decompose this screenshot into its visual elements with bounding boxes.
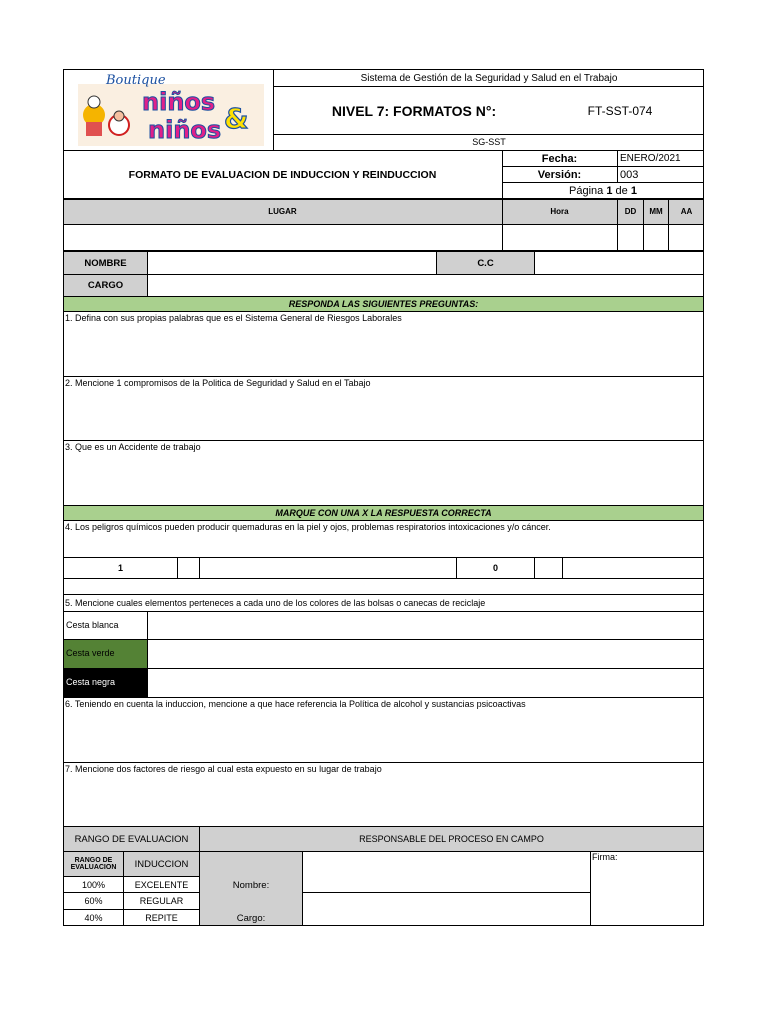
aa-header: AA <box>680 206 693 216</box>
page-indicator <box>503 183 703 198</box>
induccion-header: INDUCCION <box>134 858 189 870</box>
bin-black-label: Cesta negra <box>64 669 147 697</box>
mm-header: MM <box>649 206 663 216</box>
firma-label: Firma: <box>592 852 618 862</box>
responsable-nombre-field[interactable] <box>303 852 590 892</box>
page-total: 1 <box>630 184 637 197</box>
section-responda: RESPONDA LAS SIGUIENTES PREGUNTAS: <box>63 296 704 312</box>
eval-row-2-label: REPITE <box>145 912 178 923</box>
bin-white-field[interactable] <box>148 612 704 639</box>
hora-header: Hora <box>550 206 569 216</box>
cc-field[interactable] <box>535 252 704 274</box>
rango-title: RANGO DE EVALUACION <box>74 833 189 845</box>
eval-row-1-pct: 60% <box>84 896 103 906</box>
page-number: 1 <box>606 184 613 197</box>
logo-text-ninos-1: niños <box>142 88 216 116</box>
system-title: Sistema de Gestión de la Seguridad y Salud en el Trabajo <box>360 72 618 84</box>
dd-field[interactable] <box>618 225 643 250</box>
option-1-label: 1 <box>117 563 123 573</box>
eval-row-0-label: EXCELENTE <box>134 879 189 890</box>
option-0-checkbox[interactable] <box>535 558 562 578</box>
question-1-text: 1. Defina con sus propias palabras que es el Sistema General de Riesgos Laborales <box>65 313 402 323</box>
aa-field[interactable] <box>669 225 704 250</box>
mm-field[interactable] <box>644 225 668 250</box>
level-title: NIVEL 7: FORMATOS N°: <box>331 102 497 119</box>
question-7-text: 7. Mencione dos factores de riesgo al cual esta expuesto en su lugar de trabajo <box>65 764 382 774</box>
question-3-text: 3. Que es un Accidente de trabajo <box>65 442 201 452</box>
version-label: Versión: <box>537 168 582 181</box>
question-2-text: 2. Mencione 1 compromisos de la Politica de Seguridad y Salud en el Tabajo <box>65 378 371 388</box>
rango-small-header: RANGO DE EVALUACION <box>70 857 117 871</box>
logo-text-ninos-2: niños <box>148 116 222 144</box>
page-de: de <box>615 184 628 197</box>
eval-row-2-pct: 40% <box>84 912 103 923</box>
responsable-cargo-field[interactable] <box>303 893 590 925</box>
option-1-checkbox[interactable] <box>178 558 199 578</box>
cargo-label: CARGO <box>87 280 124 291</box>
bin-green-field[interactable] <box>148 640 704 668</box>
answer-7-field[interactable] <box>64 777 703 826</box>
answer-1-field[interactable] <box>64 326 703 376</box>
eval-row-0-pct: 100% <box>81 879 106 890</box>
cc-label: C.C <box>477 257 494 269</box>
lugar-header: LUGAR <box>268 206 297 216</box>
bin-white-label: Cesta blanca <box>66 619 119 630</box>
fecha-value: ENERO/2021 <box>620 153 681 164</box>
responsable-cargo-label: Cargo: <box>236 912 266 924</box>
hora-field[interactable] <box>503 225 616 250</box>
spacer-row <box>63 578 704 595</box>
page-prefix: Página <box>569 184 604 197</box>
nombre-label: NOMBRE <box>84 257 127 269</box>
bin-green-label: Cesta verde <box>64 640 147 668</box>
cargo-field[interactable] <box>148 275 704 296</box>
lugar-field[interactable] <box>64 225 501 250</box>
form-code: FT-SST-074 <box>587 103 653 118</box>
option-0-label: 0 <box>492 563 498 573</box>
nombre-field[interactable] <box>148 252 436 274</box>
form-title: FORMATO DE EVALUACION DE INDUCCION Y REINDUCCION <box>128 168 437 181</box>
bin-black-field[interactable] <box>148 669 704 697</box>
answer-2-field[interactable] <box>64 391 703 440</box>
responsable-nombre-label: Nombre: <box>232 879 270 891</box>
question-4-text: 4. Los peligros químicos pueden producir quemaduras en la piel y ojos, problemas respiratorios intoxicaciones y/o cáncer. <box>65 522 551 532</box>
answer-3-field[interactable] <box>64 455 703 505</box>
sg-sst-label: SG-SST <box>472 136 506 147</box>
fecha-label: Fecha: <box>541 152 578 165</box>
question-6-text: 6. Teniendo en cuenta la induccion, mencione a que hace referencia la Política de alcohol y sustancias psicoactivas <box>65 699 526 709</box>
eval-row-1-label: REGULAR <box>139 896 184 906</box>
logo-text-boutique: Boutique <box>106 73 166 88</box>
answer-6-field[interactable] <box>64 712 703 762</box>
section-marque: MARQUE CON UNA X LA RESPUESTA CORRECTA <box>63 505 704 521</box>
dd-header: DD <box>624 206 637 216</box>
logo <box>64 70 273 150</box>
logo-graphic <box>64 70 273 150</box>
question-5-text: 5. Mencione cuales elementos perteneces a cada uno de los colores de las bolsas o canecas de reciclaje <box>65 598 486 608</box>
responsable-title: RESPONSABLE DEL PROCESO EN CAMPO <box>359 834 544 844</box>
logo-ampersand: & <box>224 102 249 135</box>
version-value: 003 <box>620 168 639 181</box>
firma-field[interactable] <box>591 865 703 925</box>
